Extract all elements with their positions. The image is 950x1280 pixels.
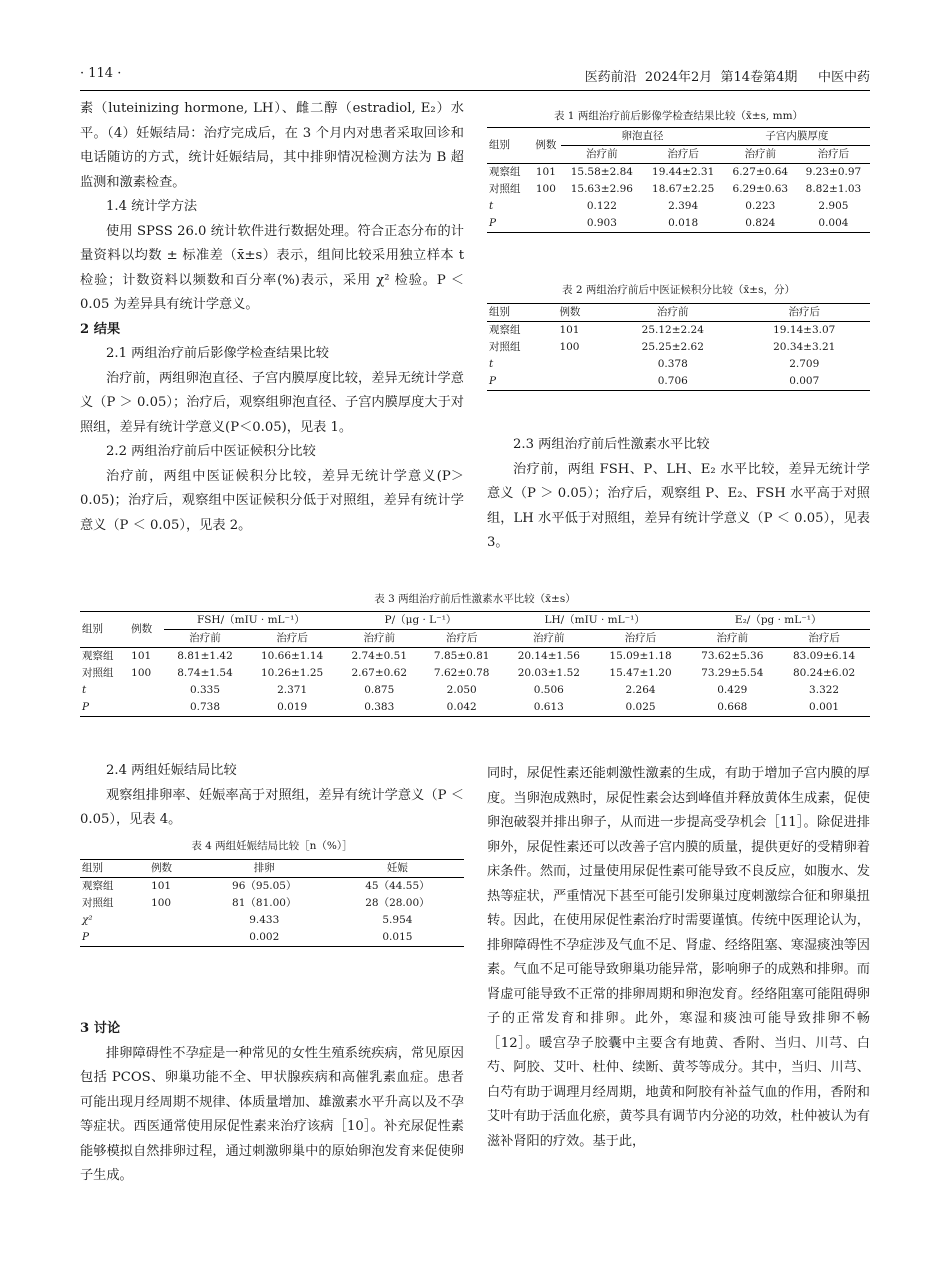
table-1-caption: 表 1 两组治疗前后影像学检查结果比较（x̄±s, mm） — [553, 110, 804, 122]
table-cell: 0.613 — [533, 701, 564, 713]
table-header: 治疗后 — [667, 148, 699, 160]
table-cell: 0.903 — [586, 217, 617, 229]
page-header — [80, 66, 870, 88]
table-cell: 15.47±1.20 — [609, 667, 672, 679]
table-cell: 0.506 — [533, 684, 564, 696]
table-row — [487, 373, 870, 391]
table-cell: 25.12±2.24 — [641, 324, 704, 336]
table-cell — [149, 929, 198, 947]
journal-info: 医药前沿 2024年2月 第14卷第4期 中医中药 — [584, 70, 870, 85]
table-cell: 15.63±2.96 — [570, 183, 633, 195]
table-header: 治疗前 — [189, 632, 221, 644]
table-row — [487, 164, 870, 182]
table-cell: 8.74±1.54 — [177, 667, 233, 679]
table-cell: 2.905 — [818, 200, 849, 212]
table-cell: 0.378 — [657, 358, 688, 370]
table-cell: 20.34±3.21 — [773, 341, 836, 353]
table-cell: 7.62±0.78 — [433, 667, 490, 679]
table-row — [80, 665, 870, 682]
table-cell: χ² — [82, 914, 93, 926]
table-cell: 0.018 — [668, 217, 699, 229]
table-cell: P — [82, 701, 90, 713]
table-cell: 2.709 — [789, 358, 820, 370]
table-cell: 2.050 — [446, 684, 477, 696]
table-cell: 18.67±2.25 — [652, 183, 715, 195]
table-cell: 2.74±0.51 — [351, 650, 407, 662]
result-2-1-text: 治疗前，两组卵泡直径、子宫内膜厚度比较，差异无统计学意义（P ＞ 0.05）；治疗后，观察组卵泡直径、子宫内膜厚度大于对照组，差异有统计学意义(P＜0.05)，见表 1。 — [80, 370, 464, 435]
table-cell: 96（95.05） — [232, 880, 297, 892]
table-cell: 0.706 — [657, 375, 688, 387]
table-cell: 对照组 — [489, 183, 521, 195]
table-cell: 101 — [131, 650, 152, 662]
table-row — [80, 929, 464, 947]
table-1 — [487, 127, 870, 233]
table-3-caption: 表 3 两组治疗前后性激素水平比较（x̄±s） — [374, 593, 576, 605]
table-header: 例数 — [559, 306, 581, 318]
table-header: 子宫内膜厚度 — [724, 128, 870, 146]
table-header: 组别 — [82, 623, 103, 635]
table-header: 治疗后 — [445, 632, 478, 644]
result-2-2-text: 治疗前，两组中医证候积分比较，差异无统计学意义(P＞0.05)；治疗后，观察组中医证候积分低于对照组，差异有统计学意义（P ＜ 0.05），见表 2。 — [80, 468, 464, 533]
table-header: 例数 — [535, 139, 557, 151]
table-header: 治疗前 — [716, 632, 749, 644]
table-cell: 100 — [151, 897, 172, 909]
table-row — [487, 322, 870, 340]
table-4-block — [80, 838, 464, 947]
table-cell: 0.004 — [818, 217, 849, 229]
table-2-caption: 表 2 两组治疗前后中医证候积分比较（x̄±s，分） — [562, 284, 795, 296]
discussion-continued-text: 同时，尿促性素还能刺激性激素的生成，有助于增加子宫内膜的厚度。当卵泡成熟时，尿促性素会达到峰值并释放黄体生成素，促使卵泡破裂并排出卵子，从而进一步提高受孕机会［11］。除促进排卵外，尿促性素还可以改善子宫内膜的质量，提供更好的受精卵着床条件。然而，过量使用尿促性素可能导致不良反应，如腹水、发热等症状，严重情况下甚至可能引发卵巢过度刺激综合征和卵巢扭转。因此，在使用尿促性素治疗时需要谨慎。传统中医理论认为，排卵障碍性不孕症涉及气血不足、肾虚、经络阻塞、寒湿痰浊等因素。气血不足可能导致卵巢功能异常，影响卵子的成熟和排卵。而肾虚可能导致不正常的排卵周期和卵泡发育。经络阻塞可能阻碍卵子的正常发育和排卵。此外，寒湿和痰浊可能导致排卵不畅［12］。暖宫孕子胶囊中主要含有地黄、香附、当归、川芎、白芍、阿胶、艾叶、杜仲、续断、黄芩等成分。其中，当归、川芎、白芍有助于调理月经周期，地黄和阿胶有补益气血的作用，香附和艾叶有助于活血化瘀，黄芩具有调节内分泌的功效，杜仲被认为有滋补肾阳的疗效。基于此， — [487, 766, 870, 1149]
table-cell — [129, 699, 164, 717]
table-cell: 101 — [151, 880, 172, 892]
table-cell — [531, 215, 562, 233]
table-cell: 9.23±0.97 — [805, 166, 862, 178]
table-cell: 0.007 — [789, 375, 820, 387]
table-4-caption: 表 4 两组妊娠结局比较［n（%）］ — [191, 840, 353, 852]
table-header: P/（μg · L⁻¹） — [338, 612, 503, 630]
section-2-4-heading: 2.4 两组妊娠结局比较 — [106, 763, 237, 778]
table-cell: 101 — [535, 166, 556, 178]
table-header: 治疗后 — [808, 632, 840, 644]
table-cell: 0.668 — [717, 701, 748, 713]
table-cell: 对照组 — [489, 341, 521, 353]
table-cell: 0.002 — [249, 931, 280, 943]
table-cell: 0.223 — [745, 200, 776, 212]
table-row — [80, 895, 464, 912]
table-cell: 0.042 — [446, 701, 477, 713]
table-row — [80, 648, 870, 666]
table-cell: 100 — [535, 183, 556, 195]
table-3-block — [80, 591, 870, 717]
table-cell: 0.001 — [809, 701, 840, 713]
table-cell: 观察组 — [82, 650, 114, 662]
table-cell: 观察组 — [82, 880, 114, 892]
table-1-block — [487, 108, 870, 233]
table-row — [487, 215, 870, 233]
table-2 — [487, 303, 870, 391]
table-cell: 0.025 — [625, 701, 656, 713]
stats-text: 使用 SPSS 26.0 统计软件进行数据处理。符合正态分布的计量资料以均数 ± 标准差（x̄±s）表示，组间比较采用独立样本 t 检验；计数资料以频数和百分率(%)表示，采用 χ² 检验。P ＜ 0.05 为差异具有统计学意义。 — [80, 223, 464, 312]
right-column-top — [487, 433, 870, 556]
table-cell: 观察组 — [489, 166, 521, 178]
table-cell: 观察组 — [489, 324, 521, 336]
table-cell: P — [489, 375, 497, 387]
result-2-4-text: 观察组排卵率、妊娠率高于对照组，差异有统计学意义（P ＜ 0.05），见表 4。 — [80, 787, 464, 827]
table-row — [80, 682, 870, 699]
section-2-1-heading: 2.1 两组治疗前后影像学检查结果比较 — [106, 346, 329, 361]
table-cell: 83.09±6.14 — [792, 650, 856, 662]
table-header: 治疗后 — [276, 632, 308, 644]
table-cell: 0.383 — [364, 701, 395, 713]
table-cell: 2.67±0.62 — [351, 667, 407, 679]
table-header: 例数 — [151, 862, 173, 874]
table-cell: 0.335 — [189, 684, 221, 696]
table-header: LH/（mIU · mL⁻¹） — [503, 612, 686, 630]
table-cell: 9.433 — [249, 914, 280, 926]
table-cell: t — [489, 358, 494, 370]
table-cell: 25.25±2.62 — [641, 341, 704, 353]
table-cell: 8.82±1.03 — [805, 183, 862, 195]
header-rule — [80, 90, 870, 91]
table-cell: 6.29±0.63 — [732, 183, 789, 195]
page-number: · 114 · — [80, 66, 122, 81]
table-cell — [149, 912, 198, 929]
table-cell: 6.27±0.64 — [732, 166, 789, 178]
table-cell: 100 — [131, 667, 152, 679]
table-cell: 45（44.55） — [365, 880, 430, 892]
discussion-text: 排卵障碍性不孕症是一种常见的女性生殖系统疾病，常见原因包括 PCOS、卵巢功能不全、甲状腺疾病和高催乳素血症。患者可能出现月经周期不规律、体质量增加、雄激素水平升高以及不孕等症状。西医通常使用尿促性素来治疗该病［10］。补充尿促性素能够模拟自然排卵过程，通过刺激卵巢中的原始卵泡发育来促使卵子生成。 — [80, 1045, 464, 1183]
table-cell — [557, 356, 607, 373]
table-cell: 0.122 — [586, 200, 617, 212]
right-column-bottom — [487, 762, 870, 1154]
discussion — [80, 1017, 464, 1189]
table-cell: t — [489, 200, 494, 212]
table-header: FSH/（mIU · mL⁻¹） — [164, 612, 338, 630]
table-header: 组别 — [82, 862, 103, 874]
table-header: 排卵 — [253, 862, 275, 874]
table-3 — [80, 611, 870, 717]
section-2-heading: 2 结果 — [80, 321, 121, 337]
table-header: 组别 — [489, 306, 510, 318]
table-cell: 20.03±1.52 — [517, 667, 580, 679]
table-cell: 15.09±1.18 — [609, 650, 672, 662]
table-header: 妊娠 — [386, 862, 408, 874]
left-column-bottom — [80, 759, 464, 833]
table-cell: 0.015 — [382, 931, 413, 943]
table-cell: 19.14±3.07 — [773, 324, 836, 336]
table-cell: t — [82, 684, 87, 696]
table-cell: 73.62±5.36 — [701, 650, 764, 662]
table-cell: 3.322 — [809, 684, 840, 696]
section-1-4-heading: 1.4 统计学方法 — [106, 199, 198, 214]
table-cell: 80.24±6.02 — [792, 667, 856, 679]
table-row — [487, 339, 870, 356]
table-2-block — [487, 282, 870, 391]
table-cell: 10.66±1.14 — [260, 650, 324, 662]
section-2-3-heading: 2.3 两组治疗前后性激素水平比较 — [513, 437, 710, 452]
table-row — [487, 181, 870, 198]
table-cell: 0.875 — [364, 684, 395, 696]
table-header: 卵泡直径 — [561, 128, 724, 146]
table-cell: 15.58±2.84 — [570, 166, 633, 178]
table-header: 治疗后 — [817, 148, 850, 160]
table-cell: 7.85±0.81 — [433, 650, 490, 662]
table-header: E₂/（pg · mL⁻¹） — [686, 612, 870, 630]
table-cell: 81（81.00） — [232, 897, 297, 909]
table-cell: 2.371 — [277, 684, 308, 696]
table-header: 治疗前 — [533, 632, 565, 644]
table-row — [487, 356, 870, 373]
table-header: 治疗后 — [624, 632, 657, 644]
table-cell: 0.429 — [717, 684, 748, 696]
table-cell — [129, 682, 164, 699]
table-cell: 对照组 — [82, 897, 114, 909]
table-cell: 8.81±1.42 — [177, 650, 233, 662]
table-cell: 10.26±1.25 — [260, 667, 324, 679]
table-header: 例数 — [131, 623, 153, 635]
table-header: 治疗后 — [788, 306, 820, 318]
table-header: 治疗前 — [744, 148, 777, 160]
table-cell: 对照组 — [82, 667, 114, 679]
table-cell: 5.954 — [382, 914, 413, 926]
table-cell — [531, 198, 562, 215]
table-cell: 0.824 — [745, 217, 776, 229]
table-cell: 19.44±2.31 — [652, 166, 715, 178]
table-cell: 2.264 — [625, 684, 656, 696]
result-2-3-text: 治疗前，两组 FSH、P、LH、E₂ 水平比较，差异无统计学意义（P ＞ 0.05）；治疗后，观察组 P、E₂、FSH 水平高于对照组，LH 水平低于对照组，差异有统计学意义（P ＜ 0.05），见表 3。 — [487, 461, 870, 550]
table-header: 治疗前 — [586, 148, 618, 160]
section-3-heading: 3 讨论 — [80, 1021, 121, 1036]
section-2-2-heading: 2.2 两组治疗前后中医证候积分比较 — [106, 444, 316, 459]
table-header: 治疗前 — [363, 632, 395, 644]
methods-text: 素（luteinizing hormone, LH）、雌二醇（estradiol, E₂）水平。（4）妊娠结局：治疗完成后，在 3 个月内对患者采取回诊和电话随访的方式，统计妊娠结局，其中排卵情况检测方法为 B 超监测和激素检查。 — [80, 101, 464, 190]
table-cell: P — [489, 217, 497, 229]
table-cell: 28（28.00） — [365, 897, 430, 909]
table-cell: 100 — [559, 341, 580, 353]
table-cell: 20.14±1.56 — [517, 650, 580, 662]
left-column-top — [80, 97, 464, 538]
table-cell: P — [82, 931, 90, 943]
table-cell: 0.738 — [189, 701, 221, 713]
table-row — [80, 878, 464, 896]
table-cell: 101 — [559, 324, 580, 336]
table-4 — [80, 859, 464, 947]
table-row — [80, 699, 870, 717]
table-header: 治疗前 — [657, 306, 689, 318]
table-cell: 0.019 — [277, 701, 308, 713]
table-cell: 73.29±5.54 — [701, 667, 764, 679]
table-header: 组别 — [489, 139, 510, 151]
table-cell: 2.394 — [668, 200, 699, 212]
table-row — [80, 912, 464, 929]
table-cell — [557, 373, 607, 391]
table-row — [487, 198, 870, 215]
